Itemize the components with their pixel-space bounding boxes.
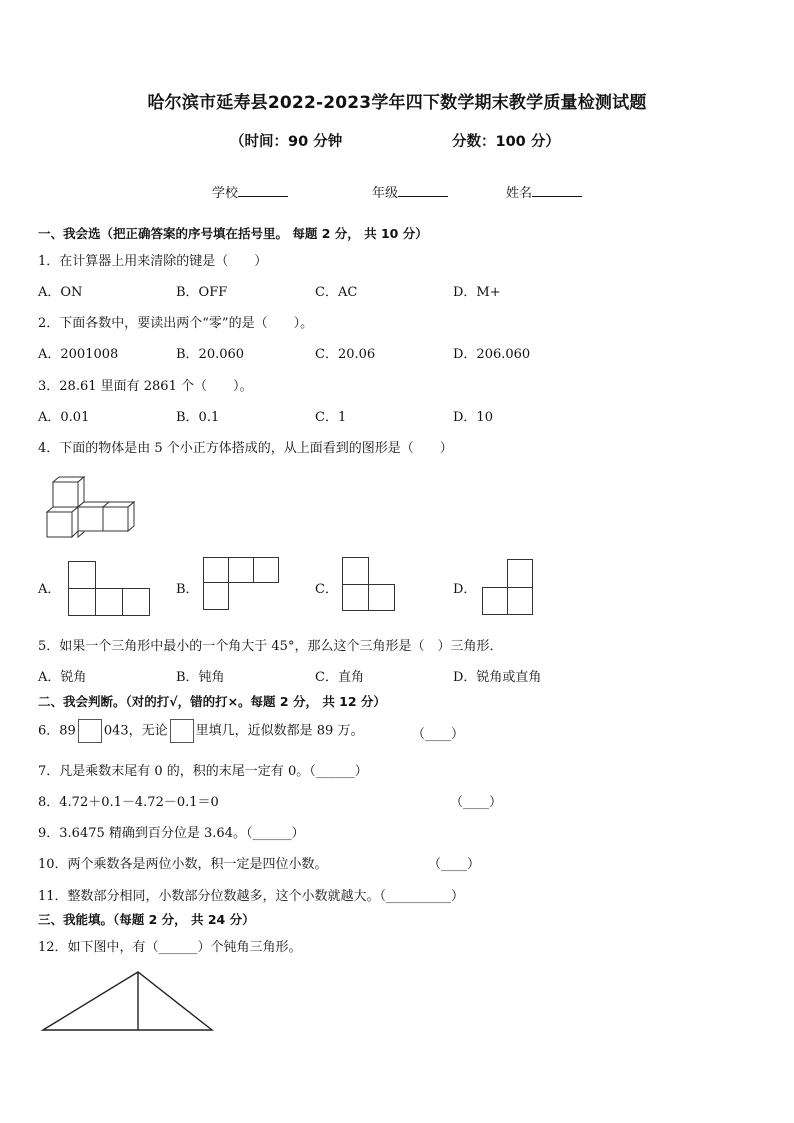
q2-option-d[interactable]: D．206.060 — [453, 347, 531, 362]
q9-text: 9．3.6475 精确到百分位是 3.64。 — [38, 826, 246, 841]
q4-option-c[interactable]: C． — [315, 582, 338, 597]
grade-field — [372, 182, 448, 201]
exam-time: （时间：90 分钟 — [230, 134, 343, 150]
q1-option-d[interactable]: D．M+ — [453, 285, 501, 300]
q11-answer-bracket[interactable]: （__________） — [379, 889, 465, 904]
q10-answer-bracket[interactable]: （____） — [428, 857, 481, 872]
q4-figure-b — [203, 557, 281, 612]
q3-option-c[interactable]: C．1 — [315, 410, 347, 425]
grade-blank[interactable] — [398, 196, 448, 197]
question-6 — [38, 719, 363, 743]
question-7 — [38, 760, 368, 779]
q4-figure-c — [342, 557, 398, 613]
name-label: 姓名 — [506, 186, 533, 201]
name-blank[interactable] — [532, 196, 582, 197]
question-12: 12．如下图中，有（______）个钝角三角形。 — [38, 940, 302, 955]
q5-option-c[interactable]: C．直角 — [315, 670, 364, 685]
name-field — [506, 182, 582, 201]
page-title: 哈尔滨市延寿县2022-2023学年四下数学期末教学质量检测试题 — [147, 93, 647, 113]
school-field — [212, 182, 288, 201]
question-10: 10．两个乘数各是两位小数，积一定是四位小数。 — [38, 857, 328, 872]
cube-figure — [44, 472, 139, 538]
question-8: 8．4.72＋0.1－4.72－0.1＝0 — [38, 795, 219, 810]
q6-prefix: 6．89 — [38, 723, 76, 739]
q4-figure-a — [68, 561, 152, 616]
question-11 — [38, 885, 464, 904]
question-9 — [38, 822, 304, 841]
q2-option-a[interactable]: A．2001008 — [38, 347, 119, 362]
q4-figure-d — [482, 559, 538, 617]
q11-text: 11．整数部分相同，小数部分位数越多，这个小数就越大。 — [38, 889, 380, 904]
q2-option-c[interactable]: C．20.06 — [315, 347, 376, 362]
q3-option-b[interactable]: B．0.1 — [176, 410, 220, 425]
q6-digit-box-2[interactable] — [170, 719, 194, 743]
q4-option-b[interactable]: B． — [176, 582, 199, 597]
section2-heading: 二、我会判断。（对的打√，错的打×。每题 2 分， 共 12 分） — [38, 694, 386, 709]
triangle-figure — [42, 971, 214, 1033]
q9-answer-bracket[interactable]: （______） — [245, 826, 305, 841]
q1-option-b[interactable]: B．OFF — [176, 285, 228, 300]
section1-heading: 一、我会选（把正确答案的序号填在括号里。 每题 2 分， 共 10 分） — [38, 226, 428, 241]
q7-text: 7．凡是乘数末尾有 0 的，积的末尾一定有 0。 — [38, 764, 310, 779]
q1-option-c[interactable]: C．AC — [315, 285, 358, 300]
school-blank[interactable] — [238, 196, 288, 197]
question-5: 5．如果一个三角形中最小的一个角大于 45°，那么这个三角形是（ ）三角形． — [38, 639, 503, 654]
question-2: 2．下面各数中，要读出两个“零”的是（ ）。 — [38, 316, 314, 331]
q5-option-b[interactable]: B．钝角 — [176, 670, 225, 685]
q8-answer-bracket[interactable]: （____） — [450, 795, 503, 810]
q6-answer-bracket[interactable]: （____） — [412, 727, 465, 742]
q7-answer-bracket[interactable]: （______） — [309, 764, 368, 779]
q3-option-d[interactable]: D．10 — [453, 410, 493, 425]
question-3: 3．28.61 里面有 2861 个（ ）。 — [38, 379, 253, 394]
q5-option-a[interactable]: A．锐角 — [38, 670, 87, 685]
q4-option-d[interactable]: D． — [453, 582, 477, 597]
q6-middle: 043，无论 — [103, 723, 168, 739]
q3-option-a[interactable]: A．0.01 — [38, 410, 90, 425]
q5-option-d[interactable]: D．锐角或直角 — [453, 670, 542, 685]
question-1: 1．在计算器上用来清除的键是（ ） — [38, 254, 268, 269]
exam-score: 分数：100 分） — [452, 134, 560, 150]
section3-heading: 三、我能填。（每题 2 分， 共 24 分） — [38, 912, 255, 927]
q6-suffix: 里填几，近似数都是 89 万。 — [195, 723, 364, 739]
q2-option-b[interactable]: B．20.060 — [176, 347, 245, 362]
q4-option-a[interactable]: A． — [38, 582, 61, 597]
q6-digit-box[interactable] — [78, 719, 102, 743]
grade-label: 年级 — [372, 186, 399, 201]
school-label: 学校 — [212, 186, 239, 201]
question-4: 4．下面的物体是由 5 个小正方体搭成的，从上面看到的图形是（ ） — [38, 441, 453, 456]
q1-option-a[interactable]: A．ON — [38, 285, 83, 300]
